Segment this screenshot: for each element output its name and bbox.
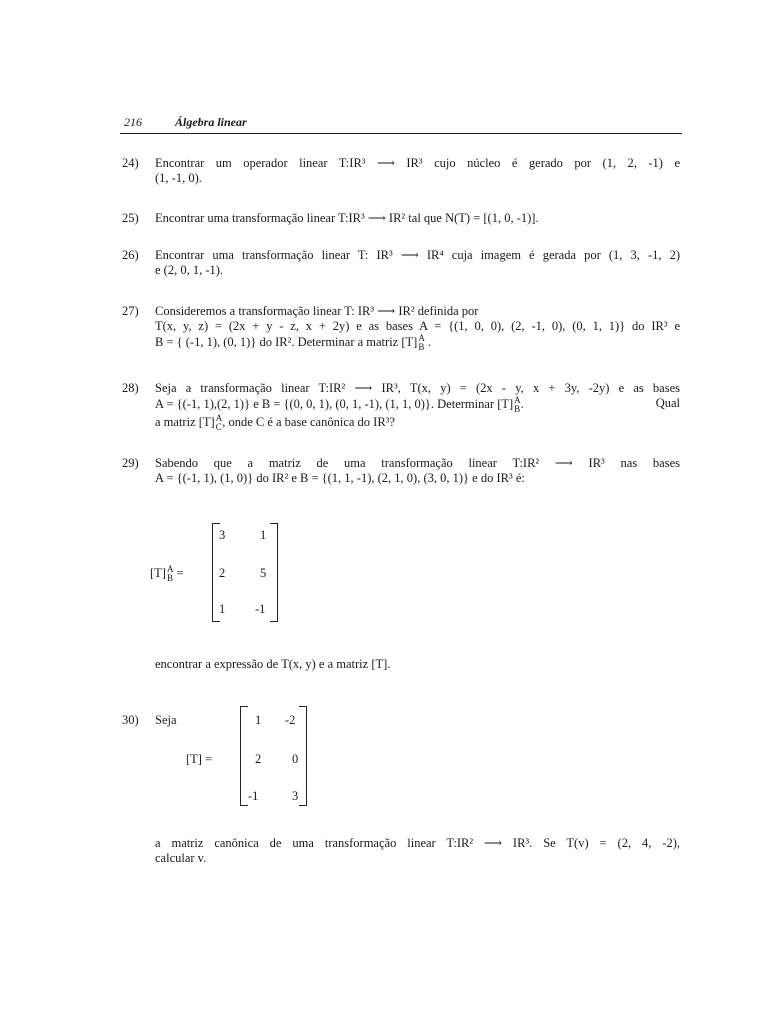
exercise-line: A = {(-1, 1),(2, 1)} e B = {(0, 0, 1), (0, 1, -1), (1, 1, 0)}. Determinar [T]: [155, 396, 514, 411]
right-bracket: [299, 706, 307, 806]
exercise-line: encontrar a expressão de T(x, y) e a matriz [T].: [155, 657, 391, 671]
subscript-stack: [514, 396, 521, 414]
exercise-line: T(x, y, z) = (2x + y - z, x + 2y) e as bases A = {(1, 0, 0), (2, -1, 0), (0, 1, 1)} do IR³ e: [155, 319, 680, 333]
exercise-line: Seja a transformação linear T:IR² ⟶ IR³, T(x, y) = (2x - y, x + 3y, -2y) e as bases: [155, 381, 680, 395]
matrix-cell: 1: [219, 602, 226, 616]
exercise-number: 30): [122, 713, 139, 727]
exercise-line: Sabendo que a matriz de uma transformação linear T:IR² ⟶ IR³ nas bases: [155, 456, 680, 470]
exercise-line: calcular v.: [155, 851, 207, 865]
right-bracket: [270, 523, 278, 622]
matrix-label: [T]: [150, 565, 166, 580]
matrix-cell: -1: [248, 789, 259, 803]
subscript-stack: [167, 565, 174, 583]
exercise-number: 28): [122, 381, 139, 395]
exercise-number: 27): [122, 304, 139, 318]
exercise-line: A = {(-1, 1), (1, 0)} do IR² e B = {(1, 1, -1), (2, 1, 0), (3, 0, 1)} e do IR³ é:: [155, 471, 525, 485]
exercise-number: 24): [122, 156, 139, 170]
exercise-line-with-matrix: A = {(-1, 1),(2, 1)} e B = {(0, 0, 1), (0, 1, -1), (1, 1, 0)}. Determinar [T] A B . Qual: [155, 395, 680, 414]
exercise-number: 29): [122, 456, 139, 470]
equals-sign: =: [176, 565, 184, 580]
exercise-line: (1, -1, 0).: [155, 171, 202, 185]
matrix-cell: 2: [219, 566, 226, 580]
superscript: A: [166, 564, 174, 574]
matrix-cell: 0: [292, 752, 299, 766]
exercise-number: 25): [122, 211, 139, 225]
matrix-cell: 5: [260, 566, 267, 580]
exercise-line: a matriz [T]: [155, 414, 215, 429]
matrix-cell: 1: [260, 528, 267, 542]
exercise-line: Encontrar uma transformação linear T:IR³ ⟶ IR² tal que N(T) = [(1, 0, -1)].: [155, 211, 539, 225]
superscript: A: [514, 395, 521, 405]
exercise-line: Qual: [655, 396, 680, 410]
matrix-label-29: [150, 565, 184, 583]
exercise-line: e (2, 0, 1, -1).: [155, 263, 224, 277]
exercise-number: 26): [122, 248, 139, 262]
exercise-line: B = { (-1, 1), (0, 1)} do IR². Determinar a matriz [T]: [155, 334, 418, 349]
left-bracket: [240, 706, 248, 806]
page-header: [120, 115, 682, 134]
page-number: 216: [124, 115, 142, 129]
exercise-line: , onde C é a base canônica do IR³?: [222, 414, 395, 429]
subscript-stack: [418, 334, 425, 352]
exercise-intro: Seja: [155, 713, 177, 727]
exercise-line: Encontrar uma transformação linear T: IR³ ⟶ IR⁴ cuja imagem é gerada por (1, 3, -1, 2): [155, 248, 680, 262]
subscript: B: [418, 342, 425, 352]
matrix-cell: -1: [255, 602, 266, 616]
superscript: A: [215, 413, 223, 423]
book-title: Álgebra linear: [175, 115, 247, 129]
subscript: B: [514, 404, 521, 414]
matrix-cell: -2: [285, 713, 296, 727]
matrix-cell: 3: [292, 789, 299, 803]
exercise-line-with-matrix: [155, 414, 680, 432]
exercise-line-with-matrix: B = { (-1, 1), (0, 1)} do IR². Determinar a matriz [T] A B .: [155, 333, 432, 352]
subscript: C: [215, 422, 222, 432]
matrix-label-30: [T] =: [186, 752, 213, 766]
matrix-cell: 1: [255, 713, 262, 727]
exercise-line: Encontrar um operador linear T:IR³ ⟶ IR³ cujo núcleo é gerado por (1, 2, -1) e: [155, 156, 680, 170]
exercise-line: a matriz canônica de uma transformação linear T:IR² ⟶ IR³. Se T(v) = (2, 4, -2),: [155, 836, 680, 850]
matrix-cell: 2: [255, 752, 262, 766]
subscript: B: [166, 573, 173, 583]
superscript: A: [418, 333, 425, 343]
exercise-line: Consideremos a transformação linear T: IR³ ⟶ IR² definida por: [155, 304, 479, 318]
matrix-cell: 3: [219, 528, 226, 542]
